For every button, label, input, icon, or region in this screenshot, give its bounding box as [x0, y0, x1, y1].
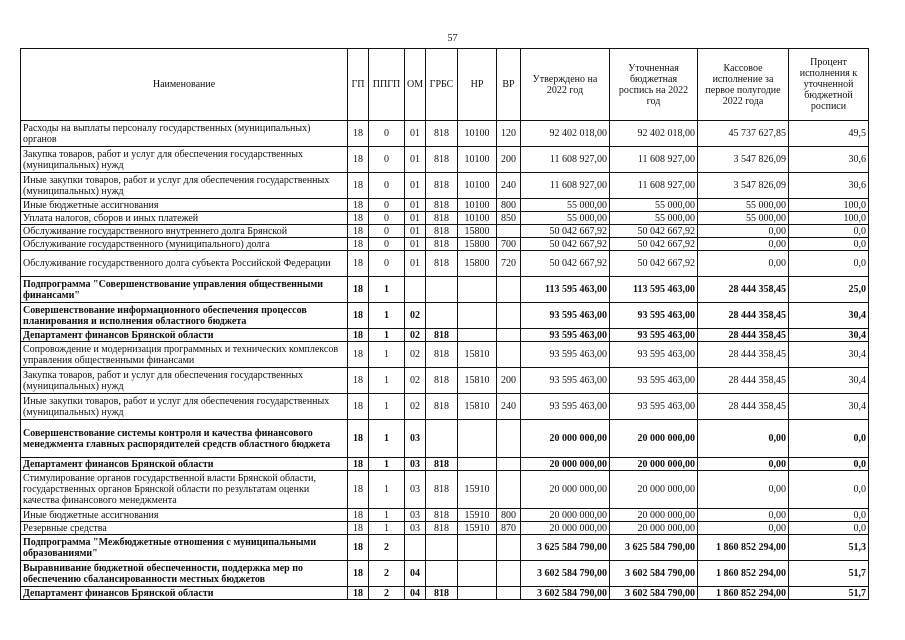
cell-percent: 0,0 — [789, 420, 869, 458]
table-row — [21, 303, 869, 329]
cell-om: 03 — [405, 509, 426, 522]
cell-gp: 18 — [348, 303, 369, 329]
cell-vr: 700 — [497, 238, 521, 251]
cell-refined: 50 042 667,92 — [610, 225, 698, 238]
cell-gp: 18 — [348, 342, 369, 368]
cell-name: Обслуживание государственного (муниципального) долга — [21, 238, 348, 251]
cell-refined: 93 595 463,00 — [610, 394, 698, 420]
header-refined: Уточненная бюджетная роспись на 2022 год — [610, 49, 698, 121]
cell-grbs — [426, 561, 458, 587]
cell-ppgp: 0 — [369, 251, 405, 277]
cell-approved: 93 595 463,00 — [521, 394, 610, 420]
cell-refined: 55 000,00 — [610, 212, 698, 225]
cell-ppgp: 2 — [369, 587, 405, 600]
cell-cash: 28 444 358,45 — [698, 277, 789, 303]
cell-cash: 0,00 — [698, 458, 789, 471]
cell-cash: 0,00 — [698, 238, 789, 251]
cell-percent: 49,5 — [789, 121, 869, 147]
cell-refined: 20 000 000,00 — [610, 509, 698, 522]
header-approved: Утверждено на 2022 год — [521, 49, 610, 121]
cell-vr — [497, 561, 521, 587]
cell-grbs — [426, 303, 458, 329]
cell-name: Стимулирование органов государственной власти Брянской области, государственных органов Брянской области по результатам оценки качества финансового менеджмента — [21, 471, 348, 509]
table-row — [21, 251, 869, 277]
cell-cash: 1 860 852 294,00 — [698, 561, 789, 587]
cell-approved: 3 625 584 790,00 — [521, 535, 610, 561]
cell-percent: 30,4 — [789, 342, 869, 368]
cell-refined: 92 402 018,00 — [610, 121, 698, 147]
cell-refined: 11 608 927,00 — [610, 147, 698, 173]
cell-grbs: 818 — [426, 587, 458, 600]
cell-vr: 200 — [497, 147, 521, 173]
cell-gp: 18 — [348, 147, 369, 173]
cell-percent: 0,0 — [789, 251, 869, 277]
cell-vr — [497, 303, 521, 329]
cell-grbs: 818 — [426, 225, 458, 238]
cell-approved: 11 608 927,00 — [521, 173, 610, 199]
cell-name: Совершенствование информационного обеспечения процессов планирования и исполнения областного бюджета — [21, 303, 348, 329]
cell-vr: 240 — [497, 394, 521, 420]
cell-percent: 30,4 — [789, 394, 869, 420]
cell-refined: 3 625 584 790,00 — [610, 535, 698, 561]
cell-vr: 850 — [497, 212, 521, 225]
cell-om: 02 — [405, 394, 426, 420]
cell-gp: 18 — [348, 509, 369, 522]
cell-refined: 11 608 927,00 — [610, 173, 698, 199]
cell-ppgp: 1 — [369, 303, 405, 329]
cell-cash: 45 737 627,85 — [698, 121, 789, 147]
cell-nr: 15810 — [458, 342, 497, 368]
cell-name: Уплата налогов, сборов и иных платежей — [21, 212, 348, 225]
cell-percent: 0,0 — [789, 522, 869, 535]
cell-vr — [497, 471, 521, 509]
cell-percent: 0,0 — [789, 471, 869, 509]
cell-name: Иные бюджетные ассигнования — [21, 509, 348, 522]
cell-vr — [497, 535, 521, 561]
cell-om: 01 — [405, 212, 426, 225]
cell-name: Иные закупки товаров, работ и услуг для обеспечения государственных (муниципальных) нужд — [21, 173, 348, 199]
header-gp: ГП — [348, 49, 369, 121]
cell-refined: 20 000 000,00 — [610, 420, 698, 458]
table-row — [21, 329, 869, 342]
cell-approved: 50 042 667,92 — [521, 238, 610, 251]
cell-percent: 51,7 — [789, 561, 869, 587]
cell-percent: 30,6 — [789, 173, 869, 199]
table-row — [21, 522, 869, 535]
cell-percent: 0,0 — [789, 509, 869, 522]
table-row — [21, 342, 869, 368]
cell-vr: 870 — [497, 522, 521, 535]
cell-name: Обслуживание государственного внутреннего долга Брянской — [21, 225, 348, 238]
cell-nr: 15800 — [458, 225, 497, 238]
cell-grbs: 818 — [426, 121, 458, 147]
cell-nr — [458, 587, 497, 600]
cell-nr: 10100 — [458, 121, 497, 147]
header-nr: НР — [458, 49, 497, 121]
cell-grbs: 818 — [426, 212, 458, 225]
cell-ppgp: 1 — [369, 522, 405, 535]
cell-vr — [497, 458, 521, 471]
cell-gp: 18 — [348, 173, 369, 199]
cell-name: Иные бюджетные ассигнования — [21, 199, 348, 212]
cell-om: 02 — [405, 368, 426, 394]
cell-vr: 200 — [497, 368, 521, 394]
cell-gp: 18 — [348, 329, 369, 342]
cell-om — [405, 535, 426, 561]
cell-gp: 18 — [348, 368, 369, 394]
cell-nr: 10100 — [458, 212, 497, 225]
cell-name: Выравнивание бюджетной обеспеченности, поддержка мер по обеспечению сбалансированности местных бюджетов — [21, 561, 348, 587]
cell-percent: 30,4 — [789, 368, 869, 394]
cell-om: 01 — [405, 121, 426, 147]
cell-nr: 15800 — [458, 238, 497, 251]
table-row — [21, 277, 869, 303]
table-row — [21, 509, 869, 522]
cell-ppgp: 0 — [369, 212, 405, 225]
cell-om: 02 — [405, 329, 426, 342]
cell-approved: 55 000,00 — [521, 199, 610, 212]
cell-vr: 240 — [497, 173, 521, 199]
table-row — [21, 121, 869, 147]
cell-gp: 18 — [348, 420, 369, 458]
cell-ppgp: 1 — [369, 342, 405, 368]
cell-om: 01 — [405, 173, 426, 199]
cell-approved: 92 402 018,00 — [521, 121, 610, 147]
cell-ppgp: 1 — [369, 394, 405, 420]
cell-grbs: 818 — [426, 329, 458, 342]
cell-approved: 55 000,00 — [521, 212, 610, 225]
cell-cash: 0,00 — [698, 471, 789, 509]
cell-name: Закупка товаров, работ и услуг для обеспечения государственных (муниципальных) нужд — [21, 147, 348, 173]
table-header-row — [21, 49, 869, 121]
cell-grbs: 818 — [426, 509, 458, 522]
table-row — [21, 225, 869, 238]
table-row — [21, 238, 869, 251]
cell-om: 04 — [405, 587, 426, 600]
cell-nr: 10100 — [458, 173, 497, 199]
cell-name: Департамент финансов Брянской области — [21, 329, 348, 342]
cell-refined: 50 042 667,92 — [610, 238, 698, 251]
cell-om: 01 — [405, 225, 426, 238]
cell-approved: 50 042 667,92 — [521, 251, 610, 277]
cell-vr — [497, 277, 521, 303]
cell-nr: 15910 — [458, 509, 497, 522]
cell-gp: 18 — [348, 121, 369, 147]
table-row — [21, 199, 869, 212]
cell-ppgp: 1 — [369, 509, 405, 522]
cell-grbs — [426, 535, 458, 561]
cell-grbs: 818 — [426, 199, 458, 212]
cell-grbs: 818 — [426, 173, 458, 199]
cell-nr: 10100 — [458, 199, 497, 212]
cell-om: 02 — [405, 303, 426, 329]
header-vr: ВР — [497, 49, 521, 121]
cell-om: 03 — [405, 458, 426, 471]
cell-om: 01 — [405, 147, 426, 173]
budget-execution-table — [20, 48, 869, 600]
cell-percent: 30,6 — [789, 147, 869, 173]
cell-gp: 18 — [348, 471, 369, 509]
cell-gp: 18 — [348, 535, 369, 561]
cell-grbs: 818 — [426, 458, 458, 471]
cell-approved: 3 602 584 790,00 — [521, 561, 610, 587]
cell-approved: 20 000 000,00 — [521, 420, 610, 458]
cell-grbs: 818 — [426, 147, 458, 173]
cell-name: Сопровождение и модернизация программных и технических комплексов управления общественными финансами — [21, 342, 348, 368]
cell-refined: 20 000 000,00 — [610, 458, 698, 471]
cell-nr: 15800 — [458, 251, 497, 277]
cell-refined: 113 595 463,00 — [610, 277, 698, 303]
cell-cash: 55 000,00 — [698, 212, 789, 225]
cell-cash: 1 860 852 294,00 — [698, 587, 789, 600]
cell-cash: 0,00 — [698, 522, 789, 535]
cell-name: Обслуживание государственного долга субъекта Российской Федерации — [21, 251, 348, 277]
cell-percent: 100,0 — [789, 212, 869, 225]
cell-nr — [458, 303, 497, 329]
table-row — [21, 471, 869, 509]
cell-om: 03 — [405, 420, 426, 458]
cell-refined: 93 595 463,00 — [610, 303, 698, 329]
cell-name: Департамент финансов Брянской области — [21, 587, 348, 600]
cell-cash: 28 444 358,45 — [698, 303, 789, 329]
cell-cash: 28 444 358,45 — [698, 329, 789, 342]
header-percent: Процент исполнения к уточненной бюджетной росписи — [789, 49, 869, 121]
cell-ppgp: 1 — [369, 368, 405, 394]
cell-approved: 20 000 000,00 — [521, 522, 610, 535]
cell-refined: 93 595 463,00 — [610, 329, 698, 342]
cell-nr: 10100 — [458, 147, 497, 173]
cell-approved: 3 602 584 790,00 — [521, 587, 610, 600]
cell-approved: 113 595 463,00 — [521, 277, 610, 303]
cell-vr: 800 — [497, 509, 521, 522]
cell-ppgp: 1 — [369, 458, 405, 471]
cell-om: 01 — [405, 251, 426, 277]
cell-vr — [497, 420, 521, 458]
cell-name: Расходы на выплаты персоналу государственных (муниципальных) органов — [21, 121, 348, 147]
cell-percent: 0,0 — [789, 225, 869, 238]
cell-gp: 18 — [348, 212, 369, 225]
cell-om: 03 — [405, 471, 426, 509]
cell-ppgp: 0 — [369, 173, 405, 199]
table-body — [21, 121, 869, 600]
cell-cash: 55 000,00 — [698, 199, 789, 212]
cell-grbs: 818 — [426, 342, 458, 368]
header-ppgp: ППГП — [369, 49, 405, 121]
cell-gp: 18 — [348, 277, 369, 303]
cell-cash: 3 547 826,09 — [698, 147, 789, 173]
cell-name: Департамент финансов Брянской области — [21, 458, 348, 471]
cell-ppgp: 1 — [369, 329, 405, 342]
cell-grbs — [426, 277, 458, 303]
cell-gp: 18 — [348, 587, 369, 600]
table-row — [21, 458, 869, 471]
cell-ppgp: 1 — [369, 277, 405, 303]
cell-ppgp: 0 — [369, 147, 405, 173]
cell-refined: 93 595 463,00 — [610, 368, 698, 394]
cell-gp: 18 — [348, 251, 369, 277]
cell-ppgp: 0 — [369, 121, 405, 147]
cell-cash: 0,00 — [698, 420, 789, 458]
cell-vr — [497, 587, 521, 600]
cell-ppgp: 0 — [369, 199, 405, 212]
cell-cash: 28 444 358,45 — [698, 342, 789, 368]
cell-nr: 15910 — [458, 471, 497, 509]
cell-percent: 0,0 — [789, 458, 869, 471]
cell-refined: 20 000 000,00 — [610, 522, 698, 535]
table-row — [21, 561, 869, 587]
cell-ppgp: 1 — [369, 471, 405, 509]
cell-vr — [497, 225, 521, 238]
cell-gp: 18 — [348, 225, 369, 238]
cell-refined: 93 595 463,00 — [610, 342, 698, 368]
cell-name: Закупка товаров, работ и услуг для обеспечения государственных (муниципальных) нужд — [21, 368, 348, 394]
header-name: Наименование — [21, 49, 348, 121]
cell-approved: 93 595 463,00 — [521, 329, 610, 342]
cell-ppgp: 0 — [369, 225, 405, 238]
cell-grbs — [426, 420, 458, 458]
cell-percent: 0,0 — [789, 238, 869, 251]
header-om: ОМ — [405, 49, 426, 121]
cell-refined: 20 000 000,00 — [610, 471, 698, 509]
page-number: 57 — [447, 33, 458, 44]
cell-cash: 0,00 — [698, 509, 789, 522]
cell-gp: 18 — [348, 561, 369, 587]
cell-vr: 120 — [497, 121, 521, 147]
cell-nr — [458, 277, 497, 303]
cell-approved: 93 595 463,00 — [521, 342, 610, 368]
cell-nr — [458, 458, 497, 471]
cell-gp: 18 — [348, 458, 369, 471]
table-row — [21, 368, 869, 394]
cell-refined: 3 602 584 790,00 — [610, 561, 698, 587]
cell-vr — [497, 342, 521, 368]
cell-om — [405, 277, 426, 303]
cell-name: Резервные средства — [21, 522, 348, 535]
cell-nr — [458, 329, 497, 342]
cell-name: Подпрограмма "Межбюджетные отношения с муниципальными образованиями" — [21, 535, 348, 561]
cell-grbs: 818 — [426, 471, 458, 509]
cell-nr: 15810 — [458, 368, 497, 394]
cell-gp: 18 — [348, 199, 369, 212]
cell-ppgp: 0 — [369, 238, 405, 251]
cell-nr: 15910 — [458, 522, 497, 535]
cell-grbs: 818 — [426, 368, 458, 394]
cell-grbs: 818 — [426, 394, 458, 420]
cell-ppgp: 2 — [369, 535, 405, 561]
cell-om: 01 — [405, 238, 426, 251]
cell-refined: 50 042 667,92 — [610, 251, 698, 277]
table-row — [21, 212, 869, 225]
table-row — [21, 394, 869, 420]
cell-refined: 55 000,00 — [610, 199, 698, 212]
cell-percent: 51,7 — [789, 587, 869, 600]
cell-cash: 28 444 358,45 — [698, 394, 789, 420]
cell-approved: 50 042 667,92 — [521, 225, 610, 238]
cell-om: 01 — [405, 199, 426, 212]
cell-approved: 20 000 000,00 — [521, 471, 610, 509]
cell-refined: 3 602 584 790,00 — [610, 587, 698, 600]
cell-nr — [458, 420, 497, 458]
table-row — [21, 535, 869, 561]
cell-nr — [458, 561, 497, 587]
cell-percent: 51,3 — [789, 535, 869, 561]
cell-cash: 0,00 — [698, 251, 789, 277]
cell-percent: 100,0 — [789, 199, 869, 212]
table-row — [21, 147, 869, 173]
cell-cash: 28 444 358,45 — [698, 368, 789, 394]
cell-grbs: 818 — [426, 251, 458, 277]
cell-approved: 93 595 463,00 — [521, 303, 610, 329]
cell-vr: 800 — [497, 199, 521, 212]
cell-ppgp: 2 — [369, 561, 405, 587]
cell-name: Иные закупки товаров, работ и услуг для обеспечения государственных (муниципальных) нужд — [21, 394, 348, 420]
cell-grbs: 818 — [426, 522, 458, 535]
cell-ppgp: 1 — [369, 420, 405, 458]
cell-om: 02 — [405, 342, 426, 368]
cell-vr: 720 — [497, 251, 521, 277]
cell-approved: 20 000 000,00 — [521, 509, 610, 522]
cell-nr — [458, 535, 497, 561]
table-row — [21, 587, 869, 600]
cell-percent: 25,0 — [789, 277, 869, 303]
cell-cash: 3 547 826,09 — [698, 173, 789, 199]
cell-gp: 18 — [348, 522, 369, 535]
cell-percent: 30,4 — [789, 303, 869, 329]
cell-approved: 11 608 927,00 — [521, 147, 610, 173]
cell-name: Совершенствование системы контроля и качества финансового менеджмента главных распорядителей средств областного бюджета — [21, 420, 348, 458]
header-grbs: ГРБС — [426, 49, 458, 121]
header-cash: Кассовое исполнение за первое полугодие 2022 года — [698, 49, 789, 121]
cell-om: 03 — [405, 522, 426, 535]
cell-nr: 15810 — [458, 394, 497, 420]
cell-cash: 0,00 — [698, 225, 789, 238]
cell-vr — [497, 329, 521, 342]
table-row — [21, 173, 869, 199]
cell-approved: 20 000 000,00 — [521, 458, 610, 471]
table-row — [21, 420, 869, 458]
cell-name: Подпрограмма "Совершенствование управления общественными финансами" — [21, 277, 348, 303]
cell-grbs: 818 — [426, 238, 458, 251]
cell-percent: 30,4 — [789, 329, 869, 342]
cell-gp: 18 — [348, 394, 369, 420]
cell-gp: 18 — [348, 238, 369, 251]
cell-cash: 1 860 852 294,00 — [698, 535, 789, 561]
cell-om: 04 — [405, 561, 426, 587]
cell-approved: 93 595 463,00 — [521, 368, 610, 394]
